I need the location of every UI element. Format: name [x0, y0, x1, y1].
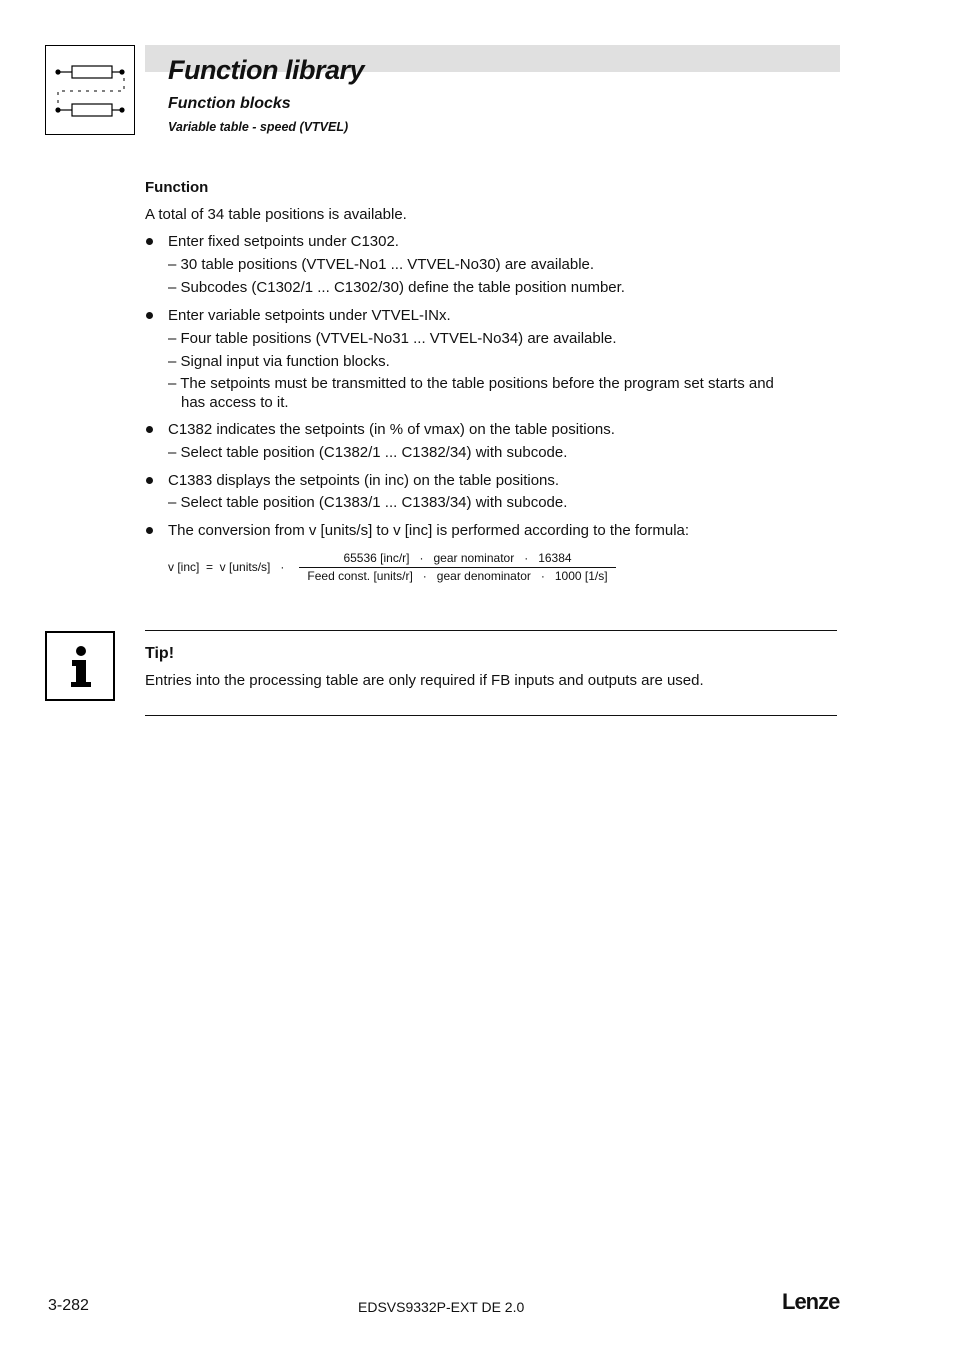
function-block-diagram-icon	[45, 45, 135, 135]
bullet-text: Enter fixed setpoints under C1302.	[168, 233, 399, 250]
info-icon	[45, 631, 115, 701]
bullet-dot	[146, 477, 153, 484]
bullet-subitem: – Four table positions (VTVEL-No31 ... VTVEL-No34) are available.	[168, 330, 617, 347]
bullet-dot	[146, 312, 153, 319]
section-title: Variable table - speed (VTVEL)	[168, 120, 349, 134]
bullet-text: C1383 displays the setpoints (in inc) on the table positions.	[168, 472, 560, 489]
page-subtitle: Function blocks	[168, 95, 291, 112]
bullet-subitem: – Subcodes (C1302/1 ... C1302/30) define the table position number.	[168, 279, 625, 296]
tip-heading: Tip!	[145, 645, 175, 662]
bullet-dot	[146, 238, 153, 245]
tip-bottom-rule	[145, 715, 837, 716]
intro-text: A total of 34 table positions is available.	[145, 206, 407, 223]
lenze-logo: Lenze	[782, 1289, 840, 1314]
tip-text: Entries into the processing table are only required if FB inputs and outputs are used.	[145, 672, 704, 689]
bullet-text: C1382 indicates the setpoints (in % of vmax) on the table positions.	[168, 421, 615, 438]
bullet-subitem: – Select table position (C1383/1 ... C1383/34) with subcode.	[168, 494, 568, 511]
bullet-subitem-continuation: has access to it.	[181, 394, 289, 411]
bullet-dot	[146, 527, 153, 534]
tip-top-rule	[145, 630, 837, 631]
formula-lhs: v [inc] = v [units/s] ·	[168, 560, 285, 574]
bullet-subitem: – The setpoints must be transmitted to the table positions before the program set starts and	[168, 375, 774, 392]
bullet-dot	[146, 426, 153, 433]
document-id: EDSVS9332P-EXT DE 2.0	[358, 1299, 525, 1315]
bullet-subitem: – Signal input via function blocks.	[168, 353, 390, 370]
page-number: 3-282	[48, 1297, 89, 1314]
bullet-subitem: – 30 table positions (VTVEL-No1 ... VTVEL-No30) are available.	[168, 256, 595, 273]
formula-numerator: 65536 [inc/r] · gear nominator · 16384	[343, 551, 572, 565]
function-heading: Function	[145, 179, 209, 196]
page-title: Function library	[168, 55, 365, 85]
bullet-text: Enter variable setpoints under VTVEL-INx.	[168, 307, 451, 324]
formula-denominator: Feed const. [units/r] · gear denominator · 1000 [1/s]	[307, 569, 608, 583]
bullet-text: The conversion from v [units/s] to v [inc] is performed according to the formula:	[168, 522, 690, 539]
bullet-subitem: – Select table position (C1382/1 ... C1382/34) with subcode.	[168, 444, 568, 461]
